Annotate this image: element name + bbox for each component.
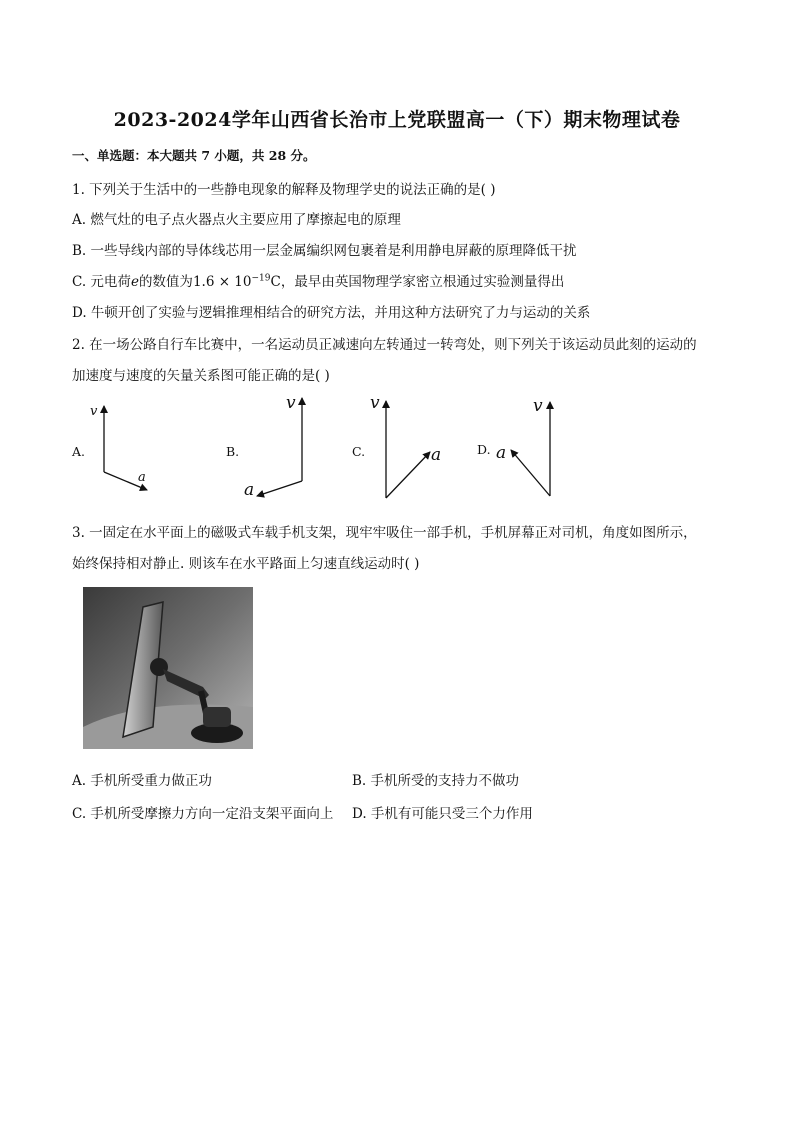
question-1-stem: 1. 下列关于生活中的一些静电现象的解释及物理学史的说法正确的是( ) [72, 182, 496, 198]
diagram-b-a: a [244, 480, 255, 500]
acceleration-arrow-c [386, 452, 430, 498]
question-3-option-a[interactable]: A. 手机所受重力做正功 [72, 773, 212, 789]
phone-holder-photo [83, 587, 253, 749]
diagram-d[interactable] [511, 402, 550, 496]
option-c-suffix: ，最早由英国物理学家密立根通过实验测量得出 [280, 274, 565, 290]
charge-value: 1.6 × 10 [192, 274, 252, 290]
question-3-option-d[interactable]: D. 手机有可能只受三个力作用 [352, 806, 533, 822]
question-3-option-b[interactable]: B. 手机所受的支持力不做功 [352, 773, 520, 789]
page-title: 2023-2024学年山西省长治市上党联盟高一（下）期末物理试卷 [113, 109, 681, 131]
diagram-b-label: B. [226, 444, 240, 459]
question-1-option-b[interactable]: B. 一些导线内部的导体线芯用一层金属编织网包裹着是利用静电屏蔽的原理降低干扰 [72, 243, 577, 259]
charge-unit: C [270, 274, 281, 290]
diagram-c-a: a [431, 445, 442, 465]
symbol-e: e [130, 274, 139, 290]
diagram-a-label: A. [72, 444, 86, 459]
question-2-stem-line1: 2. 在一场公路自行车比赛中，一名运动员正减速向左转通过一转弯处，则下列关于该运动员此刻的运动的 [72, 337, 697, 353]
diagram-d-a: a [496, 443, 507, 463]
diagram-c-v: v [370, 393, 380, 413]
acceleration-arrow-b [257, 481, 302, 496]
question-2-stem-line2: 加速度与速度的矢量关系图可能正确的是( ) [72, 368, 330, 384]
question-3-stem-line1: 3. 一固定在水平面上的磁吸式车载手机支架，现牢牢吸住一部手机，手机屏幕正对司机，角度如图所示， [72, 525, 697, 541]
diagram-c[interactable] [386, 401, 430, 498]
option-c-prefix: C. 元电荷 [72, 274, 131, 290]
acceleration-arrow-d [511, 450, 550, 496]
diagram-c-label: C. [352, 444, 366, 459]
diagram-a-a: a [138, 470, 146, 485]
diagram-d-v: v [533, 396, 543, 416]
question-1-option-d[interactable]: D. 牛顿开创了实验与逻辑推理相结合的研究方法，并用这种方法研究了力与运动的关系 [72, 305, 591, 321]
diagram-a-v: v [90, 404, 98, 419]
section-heading: 一、单选题：本大题共 7 小题，共 28 分。 [72, 148, 316, 163]
charge-exponent: −19 [251, 273, 271, 284]
option-c-mid: 的数值为 [138, 274, 193, 290]
diagram-b-v: v [286, 393, 296, 413]
question-3-stem-line2: 始终保持相对静止. 则该车在水平路面上匀速直线运动时( ) [72, 556, 420, 572]
diagram-d-label: D. [477, 442, 491, 457]
question-1-option-a[interactable]: A. 燃气灶的电子点火器点火主要应用了摩擦起电的原理 [72, 212, 401, 228]
question-3-option-c[interactable]: C. 手机所受摩擦力方向一定沿支架平面向上 [72, 806, 334, 822]
